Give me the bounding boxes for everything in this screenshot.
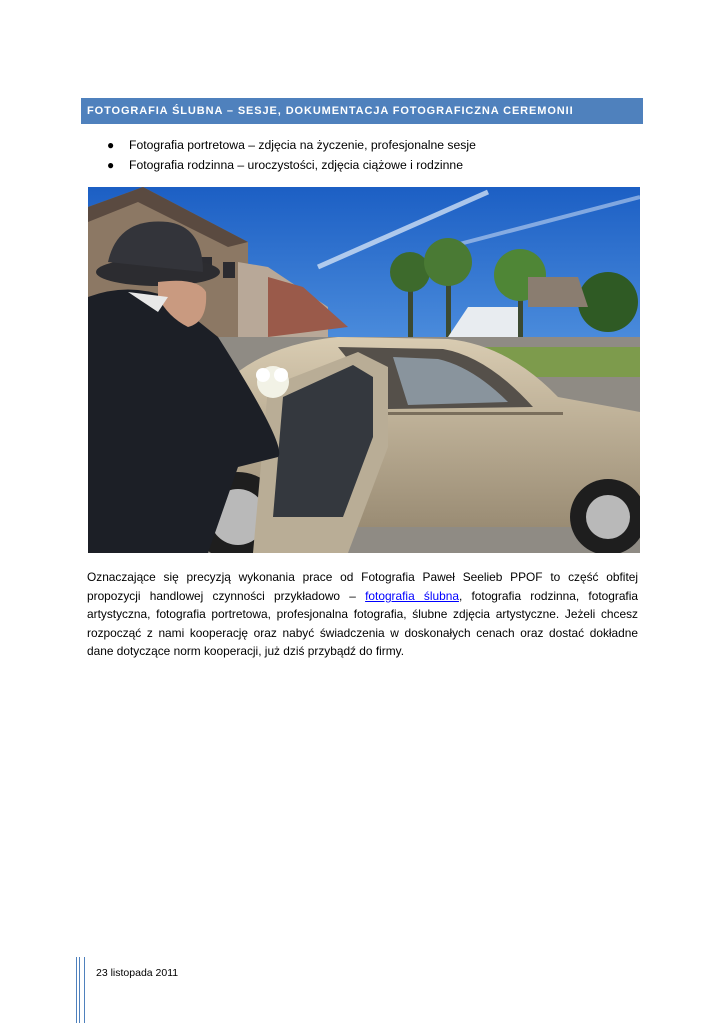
bullet-list — [107, 137, 476, 177]
list-item — [107, 137, 476, 157]
bullet-icon: ● — [107, 158, 115, 172]
footer-rule — [79, 957, 80, 1023]
section-heading-bar — [81, 98, 643, 124]
bullet-icon: ● — [107, 138, 115, 152]
wedding-car-photo — [88, 187, 640, 553]
body-paragraph — [87, 568, 638, 661]
footer-rule — [84, 957, 85, 1023]
wedding-photography-link[interactable]: fotografia ślubna — [365, 588, 459, 603]
list-item-text: Fotografia portretowa – zdjęcia na życzenie, profesjonalne sesje — [129, 138, 476, 152]
footer-rule — [76, 957, 77, 1023]
paragraph-text-end: , fotografia rodzinna, fotografia artystyczna, fotografia portretowa, profesjonalna fotografia, ślubne zdjęcia artystyczne. Jeżeli chcesz rozpocząć z nami kooperację oraz nabyć świadczenia w doskonałych cenach oraz dostać dokładne dane dotyczące norm kooperacji, już dziś przybądź do firmy. — [87, 588, 638, 659]
paragraph-text-start: Oznaczające się precyzją wykonania prace od Fotografia Paweł Seelieb PPOF to część obfitej propozycji handlowej czynności przykładowo – — [87, 570, 638, 603]
section-heading: FOTOGRAFIA ŚLUBNA – SESJE, DOKUMENTACJA FOTOGRAFICZNA CEREMONII — [87, 105, 574, 117]
footer-date: 23 listopada 2011 — [96, 967, 179, 979]
list-item — [107, 157, 476, 177]
list-item-text: Fotografia rodzinna – uroczystości, zdjęcia ciążowe i rodzinne — [129, 158, 463, 172]
